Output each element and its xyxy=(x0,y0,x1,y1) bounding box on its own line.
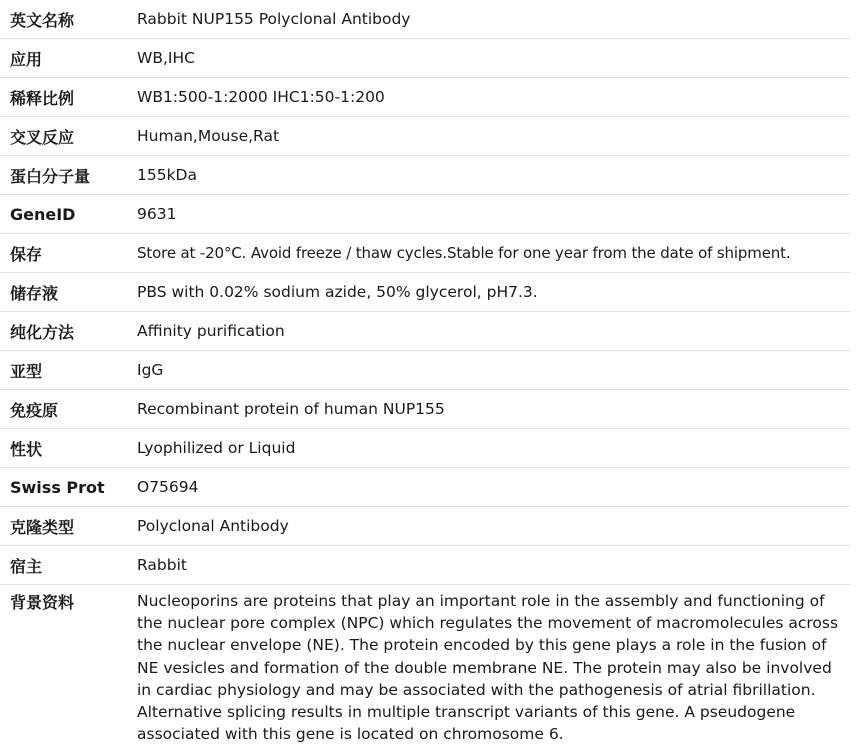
spec-key: 蛋白分子量 xyxy=(0,156,127,195)
spec-value: Recombinant protein of human NUP155 xyxy=(127,390,850,429)
spec-value: Polyclonal Antibody xyxy=(127,507,850,546)
spec-value: WB1:500-1:2000 IHC1:50-1:200 xyxy=(127,78,850,117)
spec-row-application xyxy=(0,39,850,78)
spec-value: IgG xyxy=(127,351,850,390)
spec-key: 免疫原 xyxy=(0,390,127,429)
spec-key: 保存 xyxy=(0,234,127,273)
spec-value: Rabbit xyxy=(127,546,850,585)
spec-key: 纯化方法 xyxy=(0,312,127,351)
spec-row-swiss-prot xyxy=(0,468,850,507)
spec-key: 克隆类型 xyxy=(0,507,127,546)
spec-row-clonality xyxy=(0,507,850,546)
spec-row-isotype xyxy=(0,351,850,390)
spec-row-gene-id xyxy=(0,195,850,234)
spec-row-dilution xyxy=(0,78,850,117)
spec-value: O75694 xyxy=(127,468,850,507)
spec-value: Rabbit NUP155 Polyclonal Antibody xyxy=(127,0,850,39)
spec-value: Lyophilized or Liquid xyxy=(127,429,850,468)
spec-row-immunogen xyxy=(0,390,850,429)
spec-row-host xyxy=(0,546,850,585)
spec-row-form xyxy=(0,429,850,468)
spec-key: GeneID xyxy=(0,195,127,234)
spec-key: 储存液 xyxy=(0,273,127,312)
spec-value: 155kDa xyxy=(127,156,850,195)
spec-key: Swiss Prot xyxy=(0,468,127,507)
spec-row-molecular-weight xyxy=(0,156,850,195)
spec-row-cross-reactivity xyxy=(0,117,850,156)
spec-value: Affinity purification xyxy=(127,312,850,351)
spec-value: PBS with 0.02% sodium azide, 50% glycerol, pH7.3. xyxy=(127,273,850,312)
spec-key: 背景资料 xyxy=(10,593,75,612)
spec-value: Human,Mouse,Rat xyxy=(127,117,850,156)
spec-row-purification xyxy=(0,312,850,351)
spec-key: 性状 xyxy=(0,429,127,468)
spec-row-storage-buffer xyxy=(0,273,850,312)
spec-row-background xyxy=(0,585,850,752)
spec-value: 9631 xyxy=(127,195,850,234)
spec-key: 亚型 xyxy=(0,351,127,390)
spec-value-background: Nucleoporins are proteins that play an important role in the assembly and functioning of the nuclear pore complex (NPC) which regulates the movement of macromolecules across the nuclear envelope (NE). The protein encoded by this gene plays a role in the fusion of NE vesicles and formation of the double membrane NE. The protein may also be involved in cardiac physiology and may be associated with the pathogenesis of atrial fibrillation. Alternative splicing results in multiple transcript variants of this gene. A pseudogene associated with this gene is located on chromosome 6. xyxy=(137,592,839,744)
spec-key: 交叉反应 xyxy=(0,117,127,156)
spec-key: 宿主 xyxy=(0,546,127,585)
spec-key: 英文名称 xyxy=(0,0,127,39)
spec-key: 稀释比例 xyxy=(0,78,127,117)
spec-key: 应用 xyxy=(0,39,127,78)
spec-value: WB,IHC xyxy=(127,39,850,78)
spec-row-english-name xyxy=(0,0,850,39)
spec-row-storage xyxy=(0,234,850,273)
spec-value: Store at -20°C. Avoid freeze / thaw cycles.Stable for one year from the date of shipment. xyxy=(127,234,850,273)
